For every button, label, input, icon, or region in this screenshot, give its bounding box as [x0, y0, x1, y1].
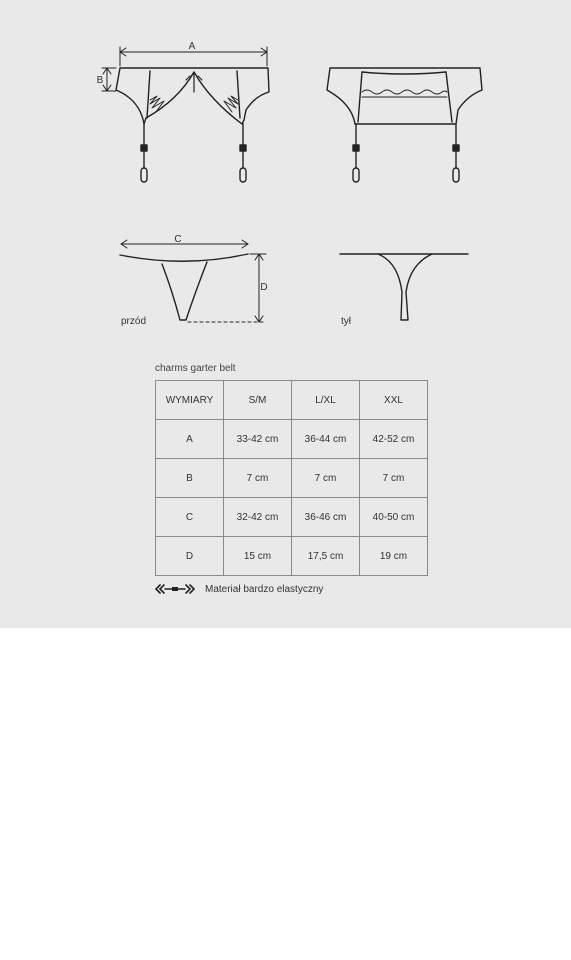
- table-cell: 15 cm: [224, 537, 292, 576]
- dimension-c-arrow: [121, 240, 248, 248]
- product-diagram: [0, 0, 571, 340]
- thong-front-drawing: [120, 254, 248, 320]
- front-view-label: przód: [121, 316, 147, 327]
- table-header-cell: WYMIARY: [156, 381, 224, 420]
- table-row: [156, 498, 428, 537]
- product-title: charms garter belt: [155, 363, 236, 374]
- table-cell: 36-44 cm: [292, 420, 360, 459]
- table-cell: 7 cm: [360, 459, 428, 498]
- table-header-cell: S/M: [224, 381, 292, 420]
- garter-belt-back-drawing: [327, 68, 482, 182]
- elastic-material-note: [155, 583, 323, 595]
- table-header-cell: L/XL: [292, 381, 360, 420]
- table-cell: A: [156, 420, 224, 459]
- dimension-a-label: A: [188, 41, 196, 52]
- dimension-b-arrow: [102, 68, 116, 91]
- dimension-c-label: C: [174, 234, 182, 245]
- table-cell: 7 cm: [224, 459, 292, 498]
- table-row: [156, 459, 428, 498]
- dimension-d-arrow: [188, 254, 266, 322]
- table-cell: 17,5 cm: [292, 537, 360, 576]
- table-header-row: [156, 381, 428, 420]
- table-cell: 36-46 cm: [292, 498, 360, 537]
- dimension-b-label: B: [96, 75, 104, 86]
- table-header-cell: XXL: [360, 381, 428, 420]
- table-row: [156, 537, 428, 576]
- garter-belt-front-drawing: [116, 68, 269, 182]
- table-cell: 33-42 cm: [224, 420, 292, 459]
- table-cell: 7 cm: [292, 459, 360, 498]
- back-view-label: tył: [341, 316, 351, 327]
- note-text: Materiał bardzo elastyczny: [205, 583, 324, 595]
- table-cell: D: [156, 537, 224, 576]
- table-row: [156, 420, 428, 459]
- stretch-arrows-icon: [155, 583, 195, 595]
- table-cell: 19 cm: [360, 537, 428, 576]
- table-cell: B: [156, 459, 224, 498]
- thong-back-drawing: [340, 254, 468, 320]
- size-table: [155, 380, 428, 576]
- dimension-d-label: D: [260, 282, 268, 293]
- table-cell: 32-42 cm: [224, 498, 292, 537]
- table-cell: 42-52 cm: [360, 420, 428, 459]
- table-cell: C: [156, 498, 224, 537]
- table-cell: 40-50 cm: [360, 498, 428, 537]
